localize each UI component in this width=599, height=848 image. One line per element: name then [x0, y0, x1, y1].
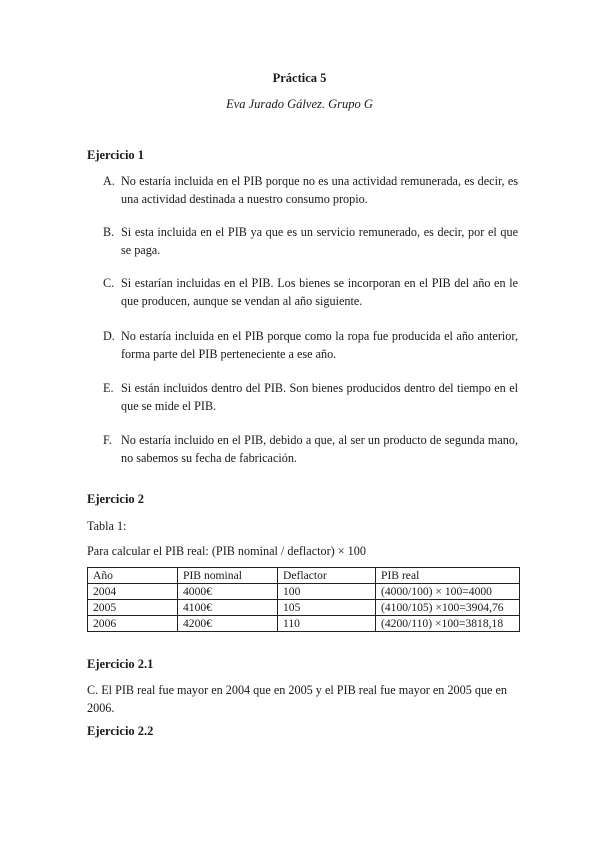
ejercicio-2-heading: Ejercicio 2 [87, 492, 145, 506]
column-header: Año [88, 568, 178, 584]
list-item [103, 172, 518, 208]
ejercicio-2-1-answer: C. El PIB real fue mayor en 2004 que en 2005 y el PIB real fue mayor en 2005 que en 2006. [87, 683, 508, 715]
column-header: Deflactor [278, 568, 376, 584]
list-item-letter: B. [103, 225, 115, 239]
list-item [103, 431, 518, 467]
pib-table [87, 567, 520, 632]
formula-text: Para calcular el PIB real: (PIB nominal / deflactor) × 100 [87, 544, 366, 558]
ejercicio-1-heading: Ejercicio 1 [87, 148, 145, 162]
table-cell: 2006 [88, 616, 178, 632]
table-cell: 105 [278, 600, 376, 616]
table-cell: (4200/110) ×100=3818,18 [376, 616, 520, 632]
document-subtitle: Eva Jurado Gálvez. Grupo G [226, 97, 373, 111]
list-item [103, 327, 518, 363]
table-header-row [88, 568, 520, 584]
list-item-text: Si esta incluida en el PIB ya que es un servicio remunerado, es decir, por el que se paga. [121, 225, 518, 257]
list-item-text: No estaría incluido en el PIB, debido a que, al ser un producto de segunda mano, no sabemos su fecha de fabricación. [121, 433, 518, 465]
table-cell: 4100€ [178, 600, 278, 616]
document-title: Práctica 5 [272, 71, 327, 85]
column-header: PIB nominal [178, 568, 278, 584]
list-item-letter: C. [103, 276, 115, 290]
list-item [103, 274, 518, 310]
list-item-text: No estaría incluida en el PIB porque no es una actividad remunerada, es decir, es una actividad destinada a nuestro consumo propio. [121, 174, 518, 206]
table-cell: (4000/100) × 100=4000 [376, 584, 520, 600]
table-row [88, 616, 520, 632]
ejercicio-2-1-heading: Ejercicio 2.1 [87, 657, 154, 671]
table-cell: 110 [278, 616, 376, 632]
column-header: PIB real [376, 568, 520, 584]
list-item [103, 223, 518, 259]
table-label: Tabla 1: [87, 519, 127, 533]
list-item-letter: A. [103, 174, 115, 188]
list-item-text: Si están incluidos dentro del PIB. Son bienes producidos dentro del tiempo en el que se mide el PIB. [121, 381, 518, 413]
table-cell: (4100/105) ×100=3904,76 [376, 600, 520, 616]
list-item-letter: D. [103, 329, 115, 343]
table-cell: 2005 [88, 600, 178, 616]
list-item [103, 379, 518, 415]
list-item-text: No estaría incluida en el PIB porque como la ropa fue producida el año anterior, forma parte del PIB perteneciente a ese año. [121, 329, 518, 361]
ejercicio-2-2-heading: Ejercicio 2.2 [87, 724, 154, 738]
table-cell: 4200€ [178, 616, 278, 632]
list-item-text: Si estarían incluidas en el PIB. Los bienes se incorporan en el PIB del año en le que producen, aunque se vendan al año siguiente. [121, 276, 518, 308]
table-row [88, 600, 520, 616]
table-cell: 4000€ [178, 584, 278, 600]
table-cell: 100 [278, 584, 376, 600]
table-cell: 2004 [88, 584, 178, 600]
table-row [88, 584, 520, 600]
list-item-letter: E. [103, 381, 114, 395]
list-item-letter: F. [103, 433, 112, 447]
